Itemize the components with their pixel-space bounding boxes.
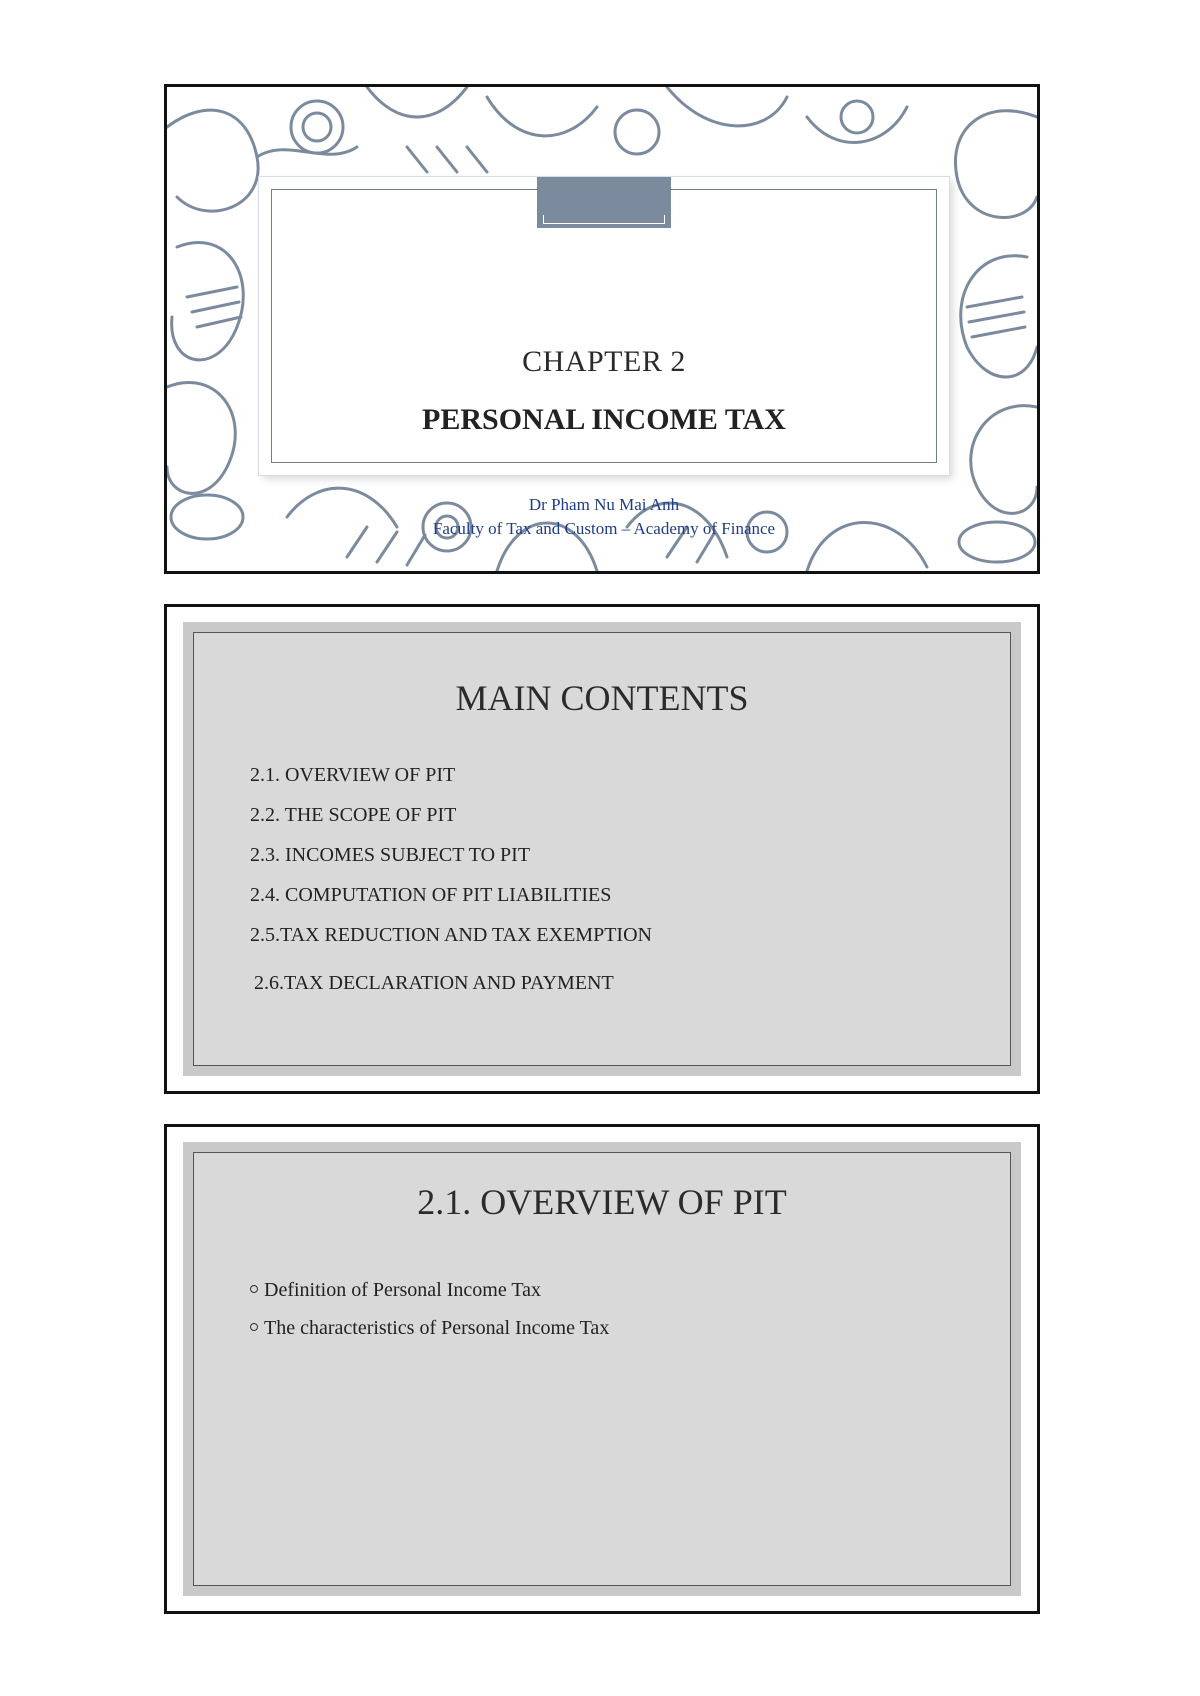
chapter-title: PERSONAL INCOME TAX	[422, 403, 786, 436]
title-slide	[164, 84, 1040, 574]
bullet-circle-icon	[250, 1285, 258, 1293]
contents-slide	[164, 604, 1040, 1094]
author-name: Dr Pham Nu Mai Anh	[528, 495, 680, 514]
slide-heading: 2.1. OVERVIEW OF PIT	[417, 1182, 787, 1222]
slide-background	[183, 622, 1021, 1076]
contents-item: 2.5.TAX REDUCTION AND TAX EXEMPTION	[250, 924, 652, 946]
contents-item: 2.3. INCOMES SUBJECT TO PIT	[250, 844, 531, 866]
contents-item: 2.1. OVERVIEW OF PIT	[250, 764, 456, 786]
author-affiliation: Faculty of Tax and Custom – Academy of Finance	[432, 519, 776, 538]
slide-background	[183, 1142, 1021, 1596]
chapter-label: CHAPTER 2	[522, 345, 686, 378]
bullet-text: The characteristics of Personal Income Tax	[264, 1317, 610, 1339]
overview-slide	[164, 1124, 1040, 1614]
contents-item: 2.6.TAX DECLARATION AND PAYMENT	[254, 972, 614, 994]
bullet-list	[250, 1271, 609, 1347]
slide-heading: MAIN CONTENTS	[455, 678, 749, 718]
bullet-text: Definition of Personal Income Tax	[264, 1279, 542, 1301]
content-panel	[193, 632, 1011, 1066]
bullet-item	[250, 1271, 609, 1309]
title-card-tab-decoration	[537, 177, 671, 231]
title-card	[259, 177, 949, 538]
contents-item: 2.4. COMPUTATION OF PIT LIABILITIES	[250, 884, 612, 906]
bullet-circle-icon	[250, 1323, 258, 1331]
content-panel	[193, 1152, 1011, 1586]
contents-item: 2.2. THE SCOPE OF PIT	[250, 804, 457, 826]
contents-list	[250, 755, 652, 1003]
bullet-item	[250, 1309, 609, 1347]
